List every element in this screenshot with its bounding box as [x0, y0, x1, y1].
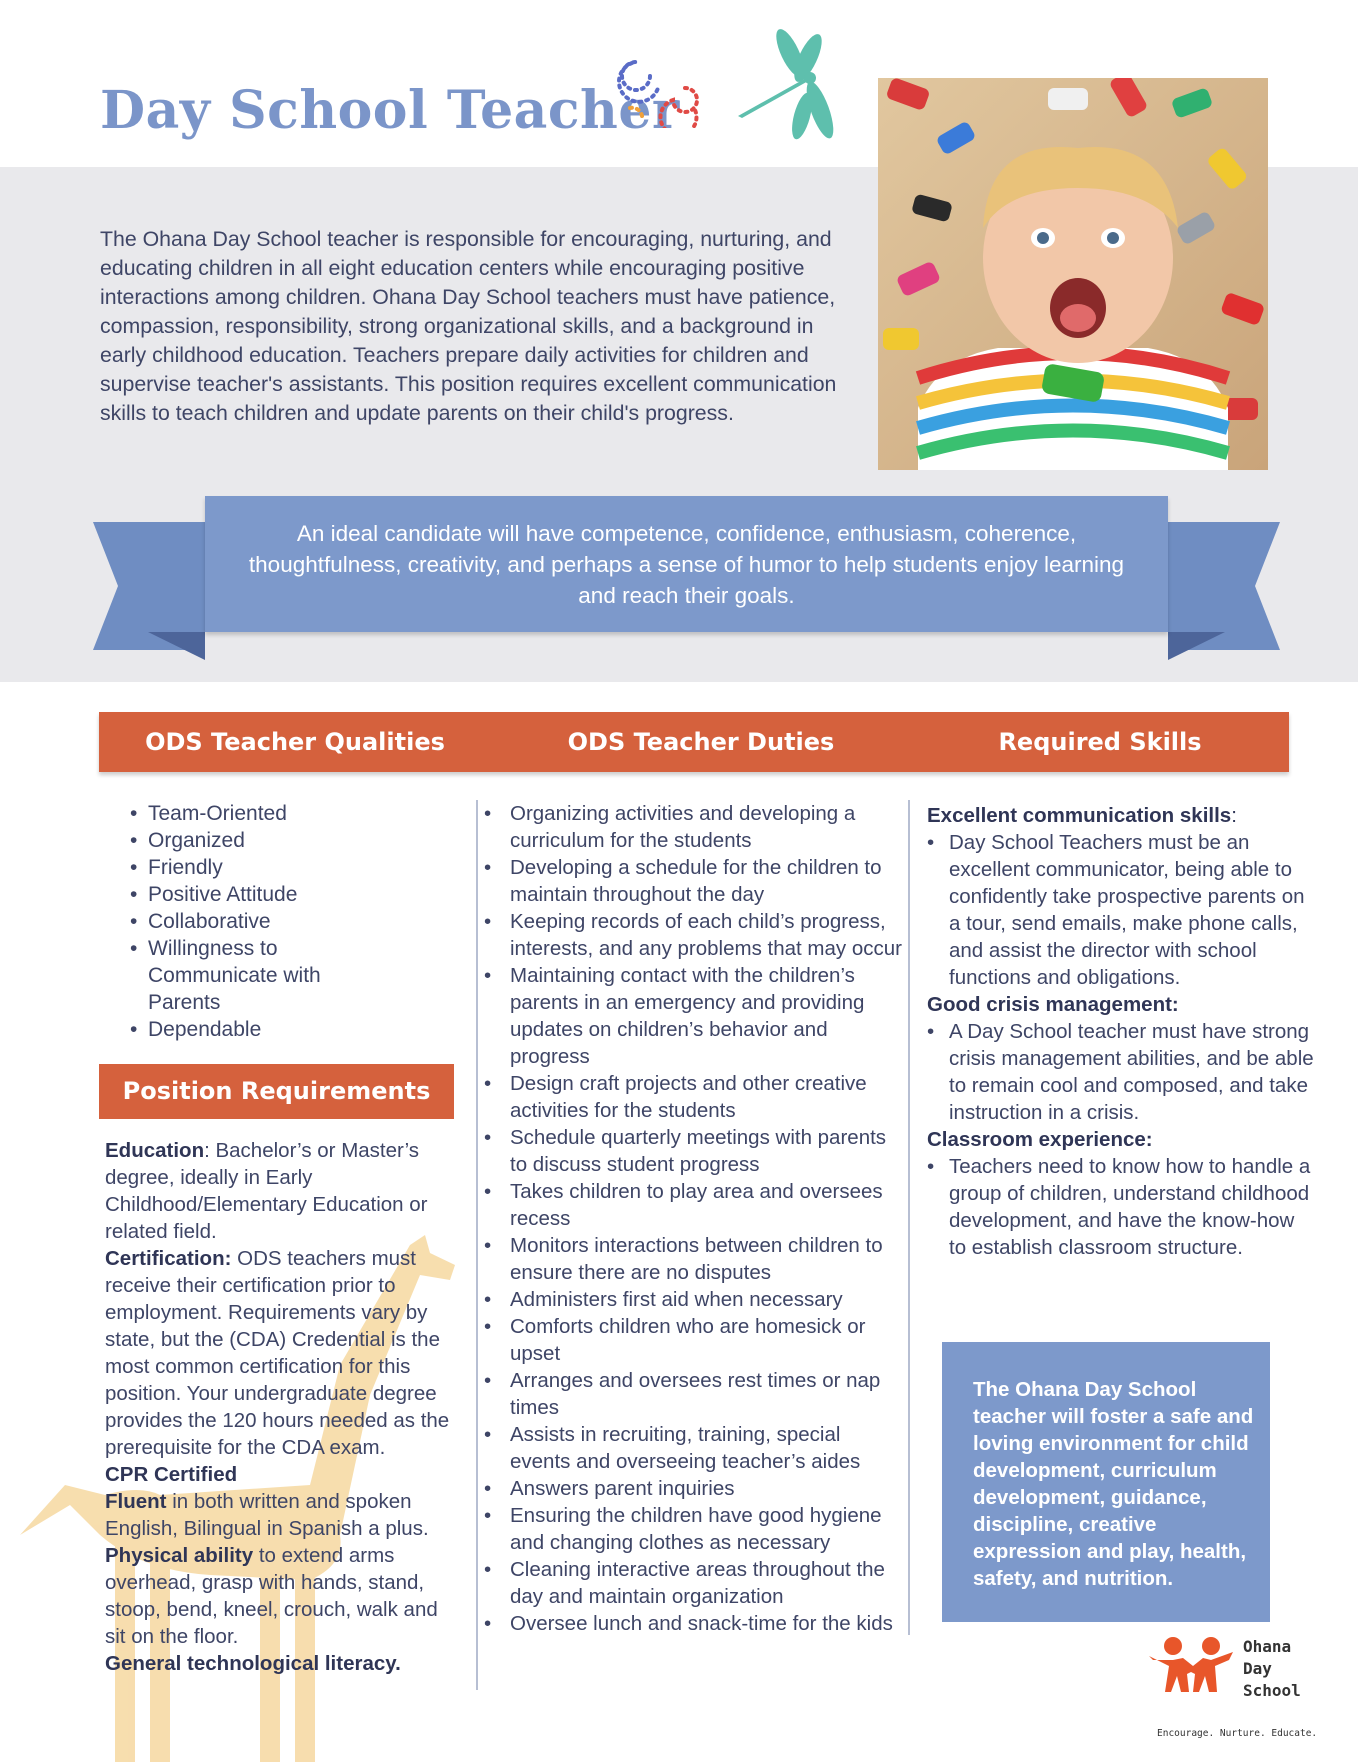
skill-title [927, 991, 1317, 1018]
duties-header: ODS Teacher Duties [567, 728, 835, 756]
teacher-summary-text: The Ohana Day School teacher will foster a safe and loving environment for child development, curriculum development, guidance, discipline, creative expression and play, health, safety, and nutrition. [973, 1378, 1254, 1590]
list-item: • Maintaining contact with the children’s parents in an emergency and providing updates on children’s behavior and progress [482, 962, 902, 1070]
column-divider [476, 800, 478, 1690]
list-item: • Oversee lunch and snack-time for the kids [482, 1610, 902, 1637]
list-item: • Ensuring the children have good hygiene and changing clothes as necessary [482, 1502, 902, 1556]
list-item: • Positive Attitude [130, 881, 378, 908]
page-title: Day School Teacher [100, 80, 680, 141]
position-requirements-header: Position Requirements [99, 1064, 454, 1119]
duties-list [482, 800, 902, 1637]
fluent-label: Fluent [105, 1490, 167, 1513]
list-item: • Team-Oriented [130, 800, 378, 827]
qualities-header: ODS Teacher Qualities [145, 728, 445, 756]
education-requirement [105, 1137, 457, 1245]
required-skills [927, 802, 1317, 1261]
skill-title [927, 1126, 1317, 1153]
qualities-list [130, 800, 378, 1043]
skill-title-suffix: : [1231, 804, 1237, 827]
logo-tagline: Encourage. Nurture. Educate. [1157, 1728, 1318, 1739]
list-item: • Organized [130, 827, 378, 854]
list-item: • Willingness to Communicate with Parents [130, 935, 378, 1016]
ideal-candidate-ribbon [205, 496, 1168, 632]
skill-title [927, 802, 1317, 829]
certification-text: ODS teachers must receive their certification prior to employment. Requirements vary by state, but the (CDA) Credential is the most common certification for this position. Your undergraduate degree provides the 120 hours needed as the prerequisite for the CDA exam. [105, 1247, 450, 1459]
cpr-label: CPR Certified [105, 1463, 238, 1486]
skill-description: • A Day School teacher must have strong crisis management abilities, and be able to remain cool and composed, and take instruction in a crisis. [927, 1018, 1317, 1126]
list-item: • Design craft projects and other creative activities for the students [482, 1070, 902, 1124]
skill-title-text: Excellent communication skills [927, 804, 1232, 827]
skill-description: • Day School Teachers must be an excellent communicator, being able to confidently take prospective parents on a tour, send emails, make phone calls, and assist the director with school functions and obligations. [927, 829, 1317, 991]
list-item: • Arranges and oversees rest times or nap times [482, 1367, 902, 1421]
position-requirements-text [105, 1137, 457, 1677]
logo-name [1243, 1636, 1301, 1702]
list-item: • Administers first aid when necessary [482, 1286, 902, 1313]
list-item: • Assists in recruiting, training, special events and overseeing teacher’s aides [482, 1421, 902, 1475]
list-item: • Answers parent inquiries [482, 1475, 902, 1502]
physical-requirement [105, 1542, 457, 1650]
skill-title-text: Good crisis management: [927, 993, 1179, 1016]
cpr-requirement [105, 1461, 457, 1488]
education-text: : Bachelor’s or Master’s degree, ideally in Early Childhood/Elementary Education or related field. [105, 1139, 428, 1243]
certification-requirement [105, 1245, 457, 1461]
list-item: • Takes children to play area and oversees recess [482, 1178, 902, 1232]
ohana-logo [1145, 1630, 1318, 1752]
skill-description: • Teachers need to know how to handle a group of children, understand childhood development, and have the know-how to establish classroom structure. [927, 1153, 1317, 1261]
skill-title-text: Classroom experience: [927, 1128, 1153, 1151]
list-item: • Keeping records of each child’s progress, interests, and any problems that may occur [482, 908, 902, 962]
list-item: • Developing a schedule for the children to maintain throughout the day [482, 854, 902, 908]
fluent-requirement [105, 1488, 457, 1542]
physical-label: Physical ability [105, 1544, 254, 1567]
fluent-text: in both written and spoken English, Bilingual in Spanish a plus. [105, 1490, 429, 1540]
list-item: • Cleaning interactive areas throughout the day and maintain organization [482, 1556, 902, 1610]
child-photo [878, 78, 1268, 470]
tech-label: General technological literacy. [105, 1652, 401, 1675]
list-item: • Dependable [130, 1016, 378, 1043]
certification-label: Certification: [105, 1247, 232, 1270]
list-item: • Monitors interactions between children to ensure there are no disputes [482, 1232, 902, 1286]
tech-requirement [105, 1650, 457, 1677]
list-item: • Friendly [130, 854, 378, 881]
skills-header: Required Skills [998, 728, 1202, 756]
list-item: • Comforts children who are homesick or upset [482, 1313, 902, 1367]
logo-line: Ohana [1243, 1637, 1292, 1656]
swirl-decoration [610, 38, 720, 128]
ribbon-text: An ideal candidate will have competence, confidence, enthusiasm, coherence, thoughtfulness, creativity, and perhaps a sense of humor to help students enjoy learning and reach their goals. [248, 520, 1125, 608]
intro-paragraph: The Ohana Day School teacher is responsible for encouraging, nurturing, and educating children in all eight education centers while encouraging positive interactions among children. Ohana Day School teachers must have patience, compassion, responsibility, strong organizational skills, and a background in early childhood education. Teachers prepare daily activities for children and supervise teacher's assistants. This position requires excellent communication skills to teach children and update parents on their child's progress. [100, 227, 837, 425]
teacher-summary-box [942, 1342, 1270, 1622]
education-label: Education [105, 1139, 205, 1162]
list-item: • Schedule quarterly meetings with parents to discuss student progress [482, 1124, 902, 1178]
column-divider [908, 800, 910, 1635]
dragonfly-icon [728, 18, 858, 158]
column-header-bar [99, 712, 1289, 772]
child-photo-illustration [878, 78, 1268, 470]
children-logo-icon [1145, 1630, 1245, 1700]
physical-text: to extend arms overhead, grasp with hands, stand, stoop, bend, kneel, crouch, walk and sit on the floor. [105, 1544, 438, 1648]
list-item: • Organizing activities and developing a curriculum for the students [482, 800, 902, 854]
logo-line: Day [1243, 1659, 1272, 1678]
list-item: • Collaborative [130, 908, 378, 935]
logo-line: School [1243, 1681, 1301, 1700]
